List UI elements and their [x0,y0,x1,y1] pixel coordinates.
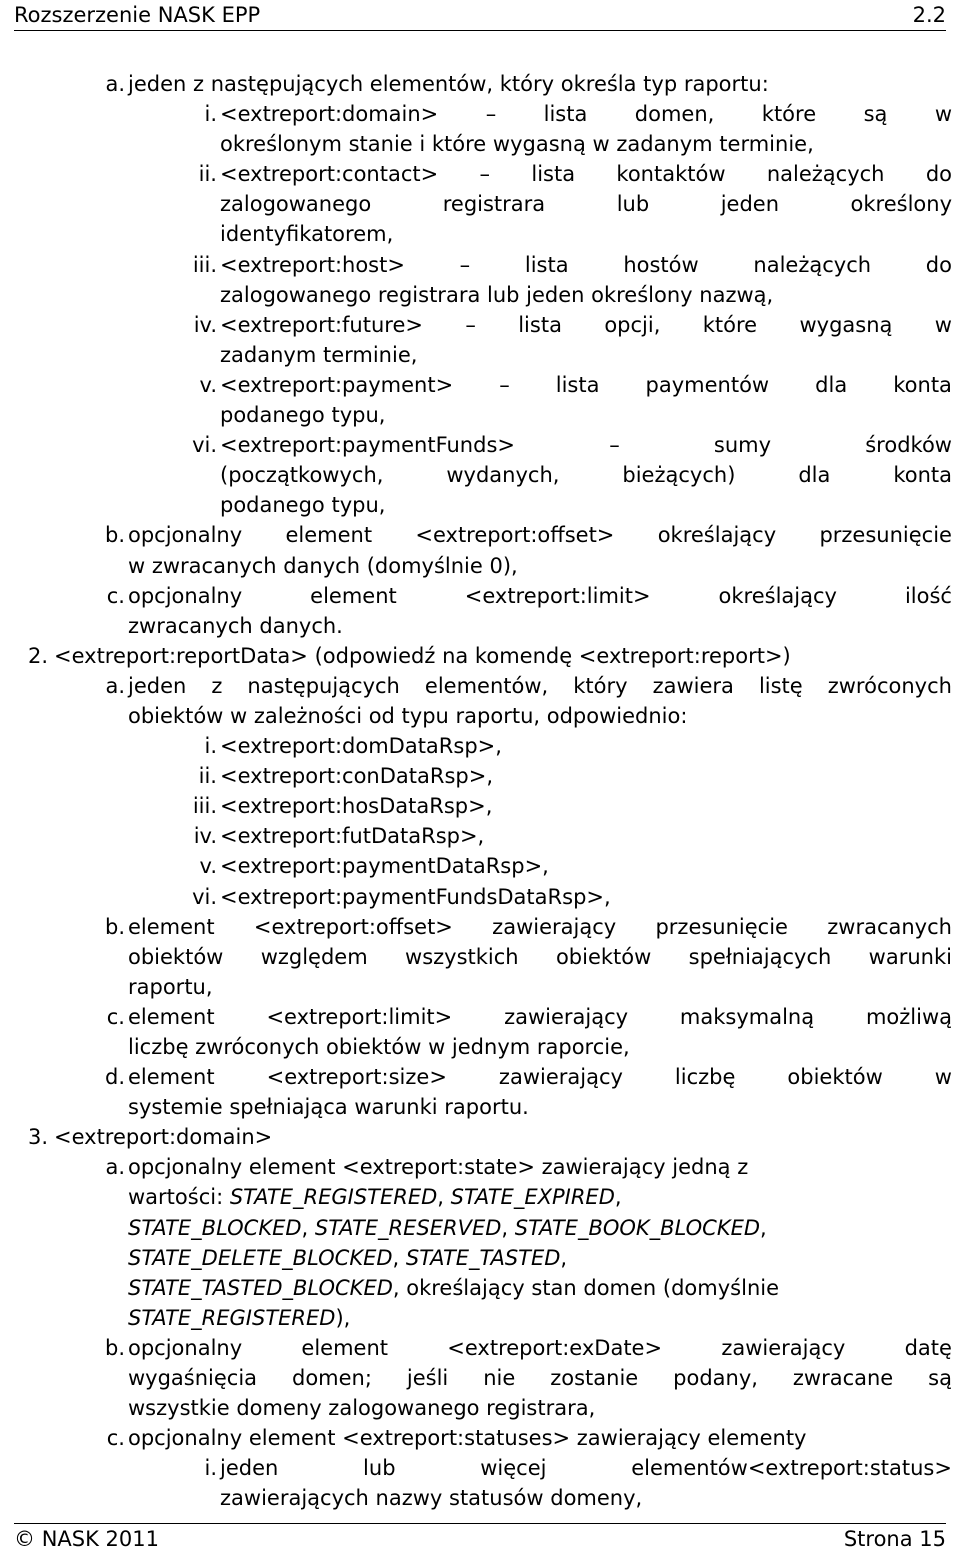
word: jeśli [406,1366,449,1391]
list-item: vi. <extreport:paymentFunds> – sumy środków [0,430,960,460]
list-item: b. opcjonalny element <extreport:exDate> zawierający datę [0,1333,960,1363]
word: jeden [128,673,187,698]
word: zwracanych [827,914,952,939]
list-item: iii. <extreport:host> – lista hostów należących do [0,250,960,280]
list-item: a. opcjonalny element <extreport:state> zawierający jedną z [105,1155,749,1180]
list-item-continuation: obiektów w zależności od typu raportu, odpowiednio: [128,703,688,728]
word: określający [657,523,777,548]
word: <extreport:future> [220,312,423,337]
word: przesunięcie [819,523,952,548]
word: obiektów [787,1065,883,1090]
word: więcej [480,1456,547,1481]
word: <extreport:payment> [220,372,454,397]
word: do [925,162,952,187]
list-item: d. element <extreport:size> zawierający liczbę obiektów w [0,1062,960,1092]
word: konta [893,372,952,397]
list-item: vi. <extreport:paymentFundsDataRsp>, [192,884,611,909]
list-item: c. element <extreport:limit> zawierający maksymalną możliwą [0,1002,960,1032]
word: zwracane [792,1366,894,1391]
word: <extreport:domain> [220,102,439,127]
list-item-continuation: w zwracanych danych (domyślnie 0), [128,553,518,578]
word: element [285,523,373,548]
word: (początkowych, [220,463,384,488]
list-item-continuation: zawierających nazwy statusów domeny, [220,1486,643,1511]
word: opcjonalny [128,1335,243,1360]
word: – [609,433,620,458]
word: są [863,102,888,127]
word: <extreport:offset> [415,523,615,548]
list-item: b. opcjonalny element <extreport:offset> określający przesunięcie [0,520,960,550]
list-item: ii. <extreport:conDataRsp>, [198,764,493,789]
word: przesunięcie [655,914,788,939]
word: element [301,1335,389,1360]
word: następujących [247,673,400,698]
list-item: c. opcjonalny element <extreport:limit> określający ilość [0,581,960,611]
document-body [0,69,960,1514]
list-item-continuation: STATE_DELETE_BLOCKED, STATE_TASTED, [128,1245,568,1270]
word: który [573,673,628,698]
word: element [128,1065,215,1090]
word: określający [718,583,837,608]
list-item-continuation [0,460,960,490]
list-item-continuation: zalogowanego registrara lub jeden określony nazwą, [220,282,774,307]
list-item-continuation: raportu, [128,974,213,999]
word: środków [865,433,952,458]
list-item-continuation: podanego typu, [220,493,386,518]
word: paymentów [645,372,770,397]
word: dla [798,463,831,488]
word: – [479,162,491,187]
list-item: v. <extreport:payment> – lista paymentów dla konta [0,370,960,400]
word: w [934,102,952,127]
word: liczbę [674,1065,736,1090]
word: zalogowanego [220,192,372,217]
word: maksymalną [679,1004,815,1029]
word: – [485,102,497,127]
word: zawierający [492,914,617,939]
list-item: 3. <extreport:domain> [27,1125,273,1150]
word: zawierający [498,1065,623,1090]
word: ilość [904,583,952,608]
list-item-continuation: określonym stanie i które wygasną w zadanym terminie, [220,132,814,157]
word: element [128,914,215,939]
list-item-continuation [0,189,960,219]
list-item-continuation [0,942,960,972]
word: lub [363,1456,396,1481]
word: należących [766,162,885,187]
word: – [465,312,476,337]
word: bieżących) [622,463,736,488]
word: wygasną [799,312,893,337]
word: konta [893,463,952,488]
list-item: c. opcjonalny element <extreport:statuses> zawierający elementy [106,1426,807,1451]
copyright-icon: © [14,1527,35,1551]
word: które [702,312,758,337]
word: listę [758,673,803,698]
list-item: iii. <extreport:hosDataRsp>, [192,794,493,819]
list-item: b. element <extreport:offset> zawierający przesunięcie zwracanych [0,912,960,942]
word: obiektów [555,944,652,969]
page-header [14,0,946,31]
word: zawierający [504,1004,629,1029]
list-item-continuation: STATE_BLOCKED, STATE_RESERVED, STATE_BOOK_BLOCKED, [128,1215,767,1240]
list-item: ii. <extreport:contact> – lista kontaktów należących do [0,159,960,189]
word: element [310,583,397,608]
word: lista [531,162,576,187]
list-item-continuation: liczbę zwróconych obiektów w jednym raporcie, [128,1035,630,1059]
word: w [934,312,952,337]
word: zawiera [652,673,734,698]
list-item-continuation: podanego typu, [220,403,386,428]
word: lista [555,372,600,397]
word: hostów [623,252,699,277]
word: są [928,1366,952,1391]
word: spełniających [688,944,832,969]
word: określony [850,192,952,217]
word: zwróconych [827,673,952,698]
word: lista [543,102,588,127]
list-item-continuation: identyfikatorem, [220,222,394,247]
page-number: Strona 15 [843,1527,946,1551]
word: z [211,673,223,698]
word: – [459,252,471,277]
word: dla [815,372,848,397]
word: kontaktów [616,162,726,187]
list-item: iv. <extreport:futDataRsp>, [193,824,485,849]
list-item-continuation [0,1363,960,1393]
list-item-continuation: wartości: STATE_REGISTERED, STATE_EXPIRED, [128,1185,622,1210]
word: element [128,1004,215,1029]
word: <extreport:limit> [266,1004,453,1029]
word: domen, [634,102,715,127]
list-item-continuation: wszystkie domeny zalogowanego registrara, [128,1396,596,1421]
word: <extreport:paymentFunds> [220,433,515,458]
word: nie [483,1366,516,1391]
word: datę [904,1335,952,1360]
list-item-continuation: zadanym terminie, [220,342,418,367]
word: zostanie [550,1366,639,1391]
word: lista [518,312,562,337]
word: domen; [292,1366,372,1391]
word: <extreport:limit> [464,583,651,608]
header-title: Rozszerzenie NASK EPP [14,3,261,27]
page-footer [14,1523,946,1554]
word: <extreport:contact> [220,162,439,187]
list-item: a. jeden z następujących elementów, który zawiera listę zwróconych [0,671,960,701]
footer-copyright: © NASK 2011 [14,1527,159,1551]
word: lista [524,252,569,277]
list-item-continuation: zwracanych danych. [128,613,343,638]
word: <extreport:exDate> [447,1335,663,1360]
word: względem [260,944,368,969]
word: lub [616,192,650,217]
word: wydanych, [446,463,560,488]
word: elementów, [424,673,549,698]
list-item: i. <extreport:domDataRsp>, [204,734,502,759]
list-item: 2. <extreport:reportData> (odpowiedź na komendę <extreport:report>) [27,643,791,668]
word: wszystkich [405,944,519,969]
list-item-continuation: STATE_REGISTERED), [128,1305,351,1330]
word: wygaśnięcia [128,1366,258,1391]
word: elementów<extreport:status> [631,1456,952,1481]
list-item-continuation: systemie spełniająca warunki raportu. [128,1095,529,1120]
word: w [934,1065,952,1090]
word: registrara [442,192,546,217]
word: do [925,252,952,277]
word: <extreport:host> [220,252,405,277]
word: obiektów [128,944,224,969]
word: które [761,102,817,127]
word: zawierający [721,1335,846,1360]
list-item: i. <extreport:domain> – lista domen, które są w [0,99,960,129]
list-item: i. jeden lub więcej elementów<extreport:status> [0,1453,960,1483]
word: należących [753,252,872,277]
word: jeden [220,1456,279,1481]
list-item: iv. <extreport:future> – lista opcji, które wygasną w [0,310,960,340]
word: <extreport:offset> [253,914,453,939]
list-item-continuation: STATE_TASTED_BLOCKED, określający stan domen (domyślnie [128,1275,780,1300]
word: sumy [713,433,772,458]
word: podany, [673,1366,758,1391]
header-version: 2.2 [912,3,946,27]
list-item: v. <extreport:paymentDataRsp>, [199,854,549,879]
list-item: a. jeden z następujących elementów, który określa typ raportu: [105,72,769,96]
word: warunki [868,944,952,969]
word: opcjonalny [128,523,243,548]
word: – [499,372,510,397]
word: opcji, [604,312,661,337]
word: jeden [720,192,780,217]
word: możliwą [865,1004,952,1029]
word: opcjonalny [128,583,243,608]
word: <extreport:size> [266,1065,447,1090]
